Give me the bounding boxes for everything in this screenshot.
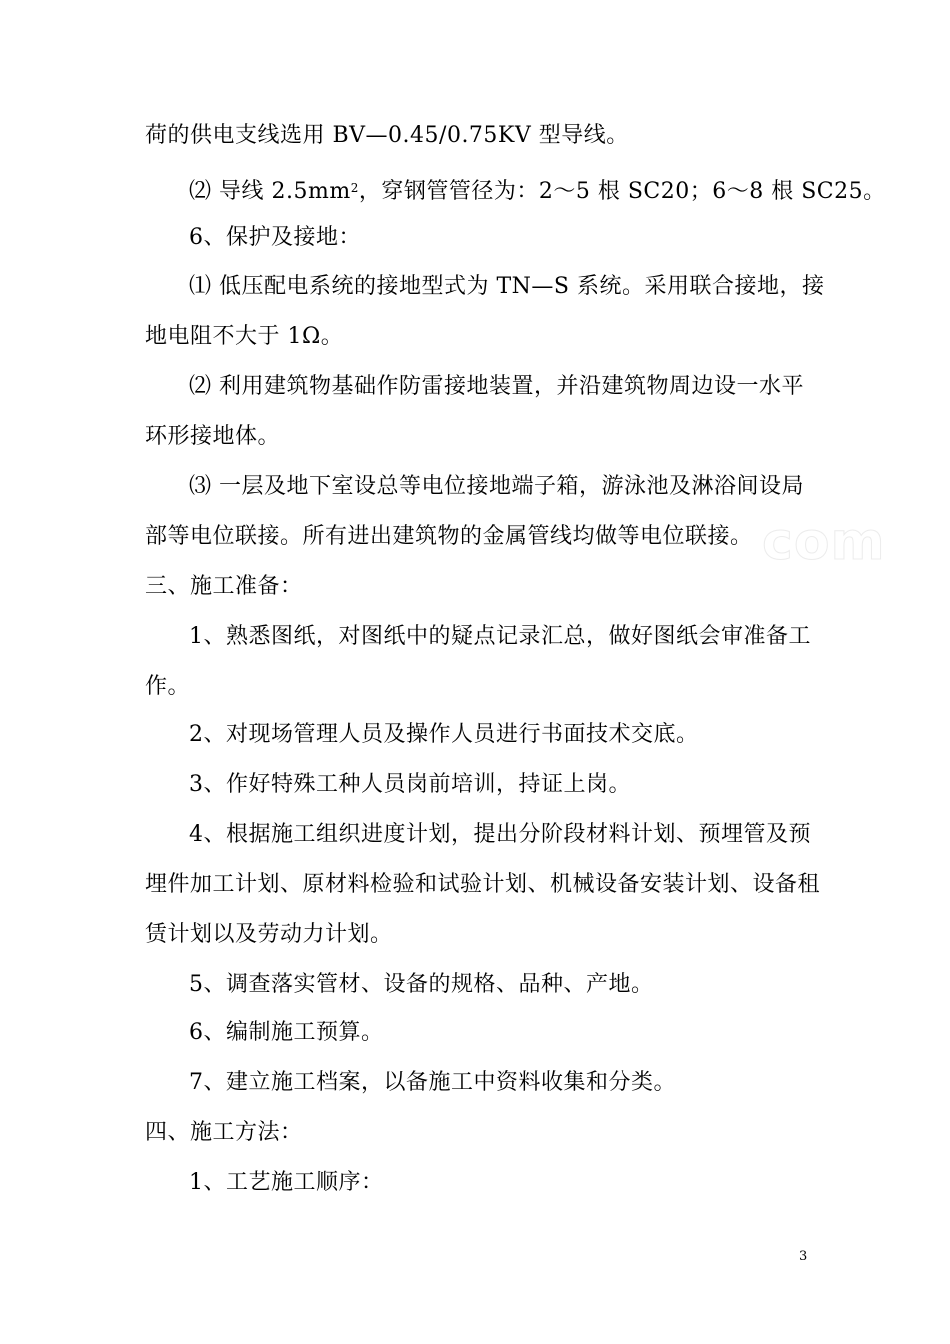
- paragraph-line: 1、工艺施工顺序：: [189, 1170, 384, 1195]
- paragraph-line: 埋件加工计划、原材料检验和试验计划、机械设备安装计划、设备租: [145, 872, 821, 897]
- watermark: com: [762, 512, 886, 572]
- chapter-heading: 三、施工准备：: [145, 574, 303, 599]
- text-run: ，穿钢管管径为：2～5 根 SC20；6～8 根 SC25。: [358, 179, 886, 204]
- paragraph-line: 荷的供电支线选用 BV—0.45/0.75KV 型导线。: [145, 123, 629, 148]
- paragraph-line: 1、熟悉图纸，对图纸中的疑点记录汇总，做好图纸会审准备工: [189, 624, 811, 649]
- paragraph-line: 7、建立施工档案，以备施工中资料收集和分类。: [189, 1070, 676, 1095]
- paragraph-line: 部等电位联接。所有进出建筑物的金属管线均做等电位联接。: [145, 524, 753, 549]
- section-heading: 6、保护及接地：: [189, 225, 361, 250]
- paragraph-line: 3、作好特殊工种人员岗前培训，持证上岗。: [189, 772, 631, 797]
- paragraph-line: 赁计划以及劳动力计划。: [145, 922, 393, 947]
- paragraph-line: 作。: [145, 674, 191, 699]
- chapter-heading: 四、施工方法：: [145, 1120, 303, 1145]
- paragraph-line: 4、根据施工组织进度计划，提出分阶段材料计划、预埋管及预: [189, 822, 811, 847]
- paragraph-line: 5、调查落实管材、设备的规格、品种、产地。: [189, 972, 654, 997]
- page-number: 3: [799, 1249, 808, 1264]
- paragraph-line: 环形接地体。: [145, 424, 281, 449]
- paragraph-line: 6、编制施工预算。: [189, 1020, 384, 1045]
- superscript: 2: [350, 181, 359, 195]
- paragraph-line: 2、对现场管理人员及操作人员进行书面技术交底。: [189, 722, 699, 747]
- paragraph-line: ⑴ 低压配电系统的接地型式为 TN—S 系统。采用联合接地，接: [189, 274, 825, 299]
- paragraph-line: 地电阻不大于 1Ω。: [145, 324, 344, 349]
- paragraph-line: ⑵ 利用建筑物基础作防雷接地装置，并沿建筑物周边设一水平: [189, 374, 804, 399]
- paragraph-line: ⑶ 一层及地下室设总等电位接地端子箱，游泳池及淋浴间设局: [189, 474, 804, 499]
- paragraph-line: [189, 173, 886, 207]
- text-run: ⑵ 导线 2.5mm: [189, 179, 351, 204]
